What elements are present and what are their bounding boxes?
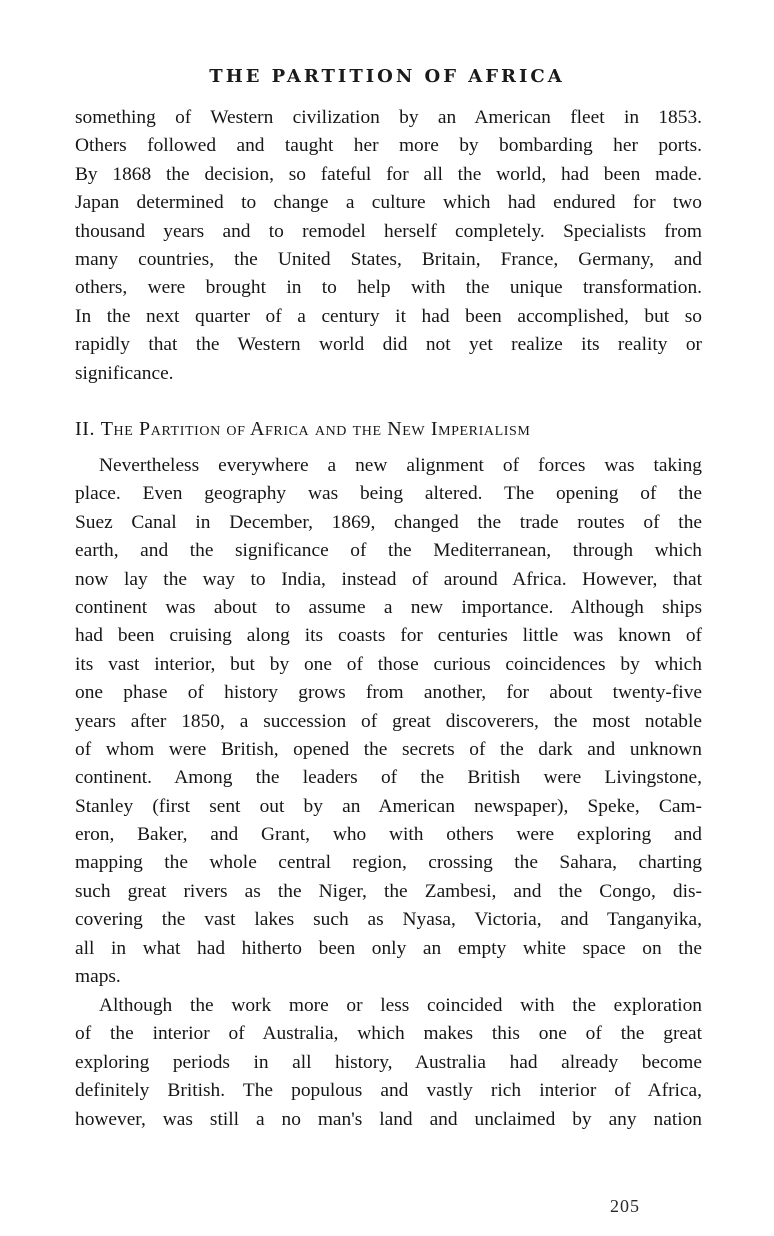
text-line: By 1868 the decision, so fateful for all the world, had been made.	[75, 163, 702, 185]
text-line: Nevertheless everywhere a new alignment of forces was taking	[99, 455, 702, 476]
text-line: Japan determined to change a culture which had endured for two	[75, 192, 702, 214]
text-line: maps.	[75, 966, 121, 988]
section-number: II.	[75, 418, 96, 440]
text-line: of the interior of Australia, which makes this one of the great	[75, 1023, 702, 1045]
section-title: The Partition of Africa and the New Imperialism	[100, 418, 531, 440]
paragraph-australia	[75, 992, 702, 1134]
text-line: all in what had hitherto been only an empty white space on the	[75, 937, 702, 959]
text-line: continent was about to assume a new importance. Although ships	[75, 596, 702, 618]
text-line: others, were brought in to help with the unique transformation.	[75, 277, 702, 299]
text-line: earth, and the significance of the Mediterranean, through which	[75, 540, 702, 562]
text-line: now lay the way to India, instead of around Africa. However, that	[75, 568, 702, 590]
text-line: Suez Canal in December, 1869, changed the trade routes of the	[75, 511, 702, 533]
text-line: place. Even geography was being altered. The opening of the	[75, 483, 702, 505]
section-heading	[75, 418, 702, 441]
text-line: In the next quarter of a century it had been accomplished, but so	[75, 305, 702, 327]
text-line: years after 1850, a succession of great discoverers, the most notable	[75, 710, 702, 732]
text-line: mapping the whole central region, crossing the Sahara, charting	[75, 852, 702, 874]
page-number: 205	[610, 1196, 640, 1216]
text-line: eron, Baker, and Grant, who with others were exploring and	[75, 824, 702, 846]
text-line: continent. Among the leaders of the British were Livingstone,	[75, 767, 702, 789]
text-line: Stanley (first sent out by an American newspaper), Speke, Cam-	[75, 795, 702, 817]
text-line: something of Western civilization by an American fleet in 1853.	[75, 107, 702, 128]
text-line: of whom were British, opened the secrets of the dark and unknown	[75, 738, 702, 760]
running-head: THE PARTITION OF AFRICA	[209, 66, 565, 87]
text-line: its vast interior, but by one of those curious coincidences by which	[75, 653, 702, 675]
text-line: Others followed and taught her more by bombarding her ports.	[75, 135, 702, 157]
text-line: Although the work more or less coincided with the exploration	[99, 995, 702, 1016]
text-line: exploring periods in all history, Australia had already become	[75, 1051, 702, 1073]
text-line: had been cruising along its coasts for centuries little was known of	[75, 625, 702, 647]
text-line: rapidly that the Western world did not yet realize its reality or	[75, 334, 702, 356]
paragraph-continued	[75, 104, 702, 388]
text-line: thousand years and to remodel herself completely. Specialists from	[75, 220, 702, 242]
text-line: definitely British. The populous and vastly rich interior of Africa,	[75, 1080, 702, 1102]
text-line: such great rivers as the Niger, the Zambesi, and the Congo, dis-	[75, 880, 702, 902]
text-line: however, was still a no man's land and unclaimed by any nation	[75, 1108, 702, 1130]
text-line: covering the vast lakes such as Nyasa, Victoria, and Tanganyika,	[75, 909, 702, 931]
paragraph-partition	[75, 452, 702, 991]
text-line: one phase of history grows from another, for about twenty-five	[75, 682, 702, 704]
text-line: many countries, the United States, Britain, France, Germany, and	[75, 248, 702, 270]
text-line: significance.	[75, 362, 174, 384]
